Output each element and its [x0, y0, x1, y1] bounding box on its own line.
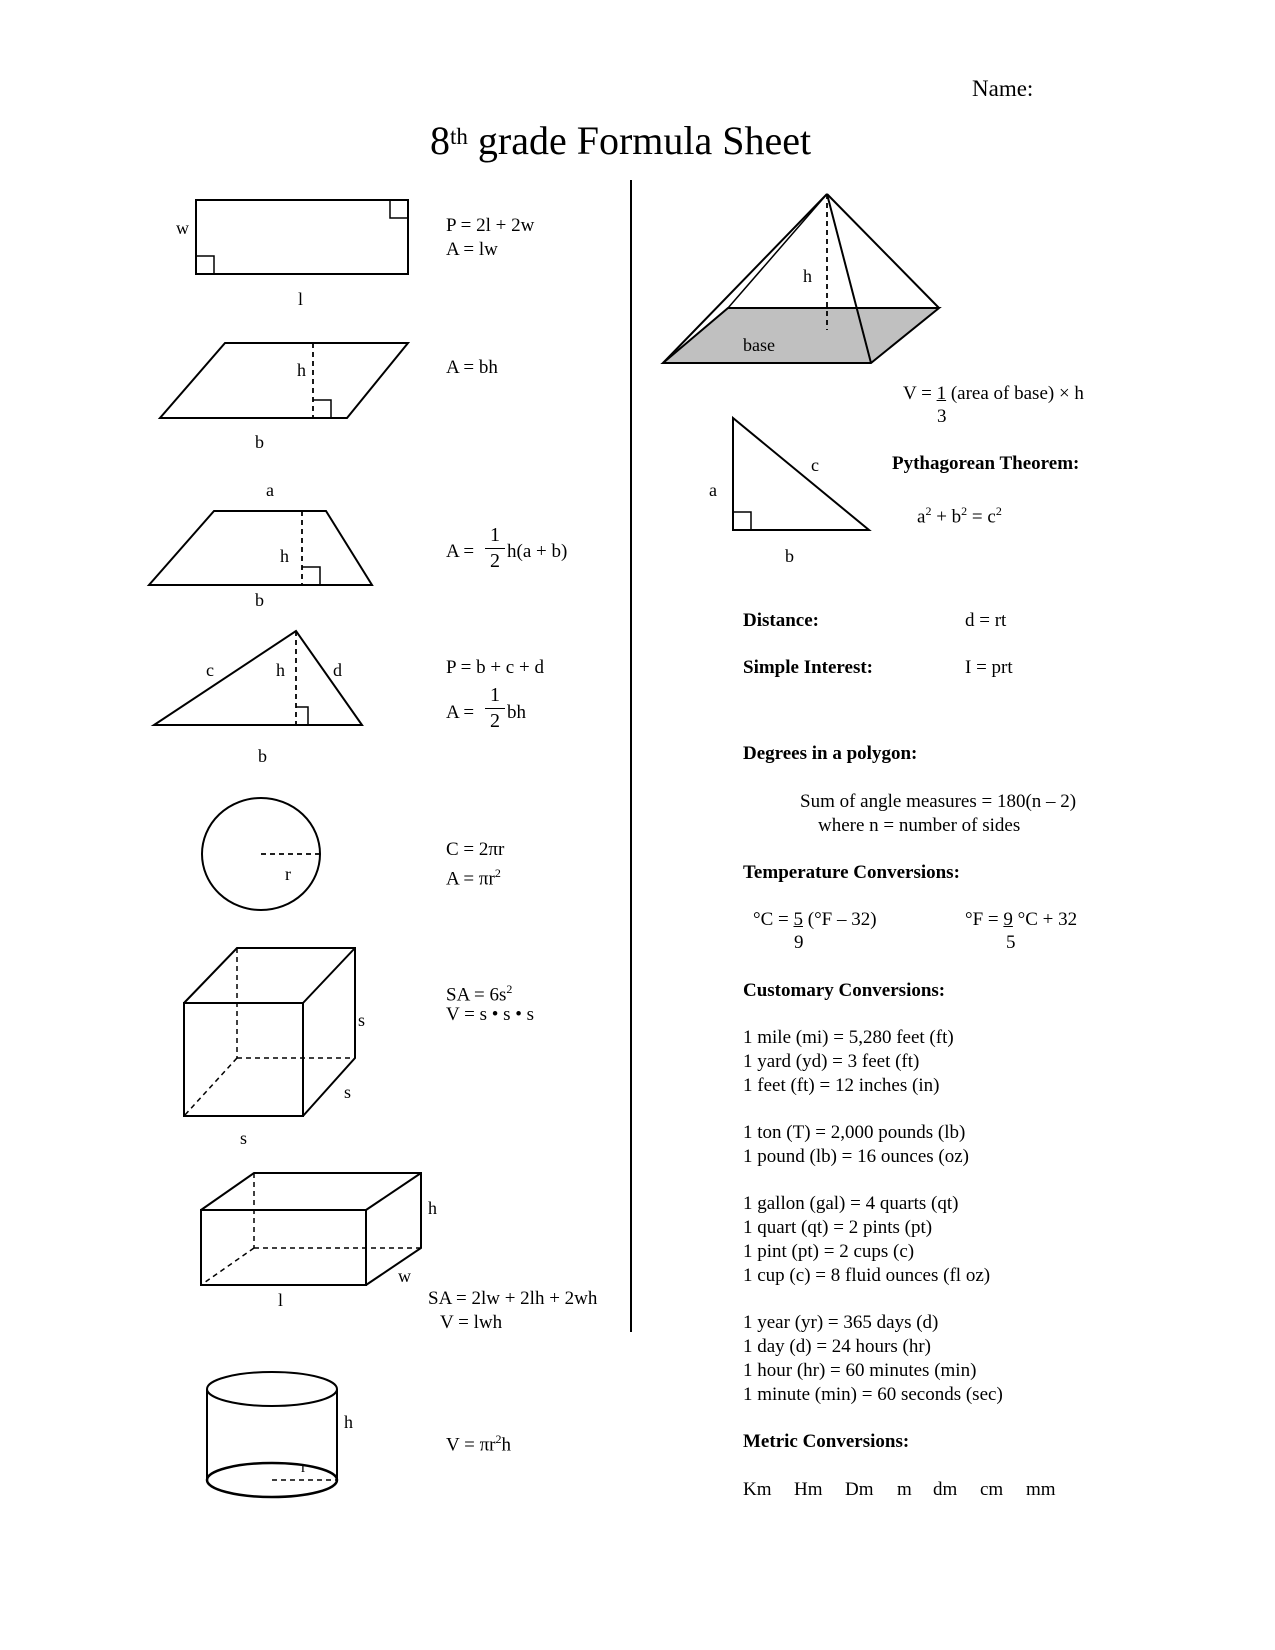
cyl-r-label: r — [301, 1459, 307, 1476]
trapezoid-diagram — [149, 511, 372, 585]
celsius-formula: °C = 5 (°F – 32) — [753, 909, 877, 930]
fahrenheit-formula: °F = 9 °C + 32 — [965, 909, 1078, 930]
pyth-b-label: b — [785, 546, 794, 566]
circle-area-formula: $A = \pi r^2$ — [446, 866, 501, 890]
prism-w-label: w — [398, 1266, 411, 1286]
cylinder-volume-formula: $V = \pi r^2h$ — [446, 1432, 512, 1456]
pyth-a-label: a — [709, 480, 717, 500]
cube-sa-formula: SA = $6s^2$ — [446, 982, 513, 1006]
para-h-label: h — [297, 360, 306, 380]
customary-capacity-2: 1 quart (qt) = 2 pints (pt) — [743, 1217, 933, 1238]
customary-capacity-1: 1 gallon (gal) = 4 quarts (qt) — [743, 1193, 959, 1214]
customary-time-3: 1 hour (hr) = 60 minutes (min) — [743, 1360, 977, 1381]
interest-label: Simple Interest: — [743, 657, 873, 678]
page-title: 8th grade Formula Sheet — [430, 118, 812, 163]
para-area-formula: A = bh — [446, 357, 498, 378]
metric-unit-dm-deca: Dm — [845, 1479, 874, 1500]
distance-label: Distance: — [743, 610, 819, 631]
metric-unit-hm: Hm — [794, 1479, 823, 1500]
prism-diagram — [201, 1173, 421, 1285]
triangle-diagram — [154, 631, 362, 725]
rect-w-label: w — [176, 218, 189, 238]
customary-time-4: 1 minute (min) = 60 seconds (sec) — [743, 1384, 1003, 1405]
tri-area-pre: A = — [446, 702, 475, 723]
prism-h-label: h — [428, 1198, 437, 1218]
parallelogram-diagram — [160, 343, 408, 418]
customary-capacity-3: 1 pint (pt) = 2 cups (c) — [743, 1241, 915, 1262]
rectangle-diagram — [196, 200, 408, 274]
metric-unit-cm: cm — [980, 1479, 1004, 1500]
polygon-label: Degrees in a polygon: — [743, 743, 918, 764]
circle-r-label: r — [285, 864, 291, 884]
customary-label: Customary Conversions: — [743, 980, 946, 1001]
pyramid-h-label: h — [803, 266, 812, 286]
tri-fraction: 1 2 — [485, 684, 505, 733]
polygon-line1: Sum of angle measures = 180(n – 2) — [800, 791, 1077, 812]
tri-perimeter-formula: P = b + c + d — [446, 657, 544, 678]
trap-area-pre: A = — [446, 541, 475, 562]
cube-s2-label: s — [344, 1082, 352, 1102]
rect-l-label: l — [298, 289, 304, 309]
pyramid-volume-denominator: 3 — [937, 406, 947, 427]
metric-unit-mm: mm — [1026, 1479, 1056, 1500]
pyramid-base-label: base — [743, 335, 775, 355]
fahrenheit-denominator: 5 — [1006, 932, 1016, 953]
cube-s1-label: s — [358, 1010, 366, 1030]
customary-length-2: 1 yard (yd) = 3 feet (ft) — [743, 1051, 920, 1072]
customary-length-3: 1 feet (ft) = 12 inches (in) — [743, 1075, 940, 1096]
cube-diagram — [184, 948, 355, 1116]
tri-c-label: c — [206, 660, 214, 680]
tri-d-label: d — [333, 660, 342, 680]
prism-sa-formula: SA = 2lw + 2lh + 2wh — [428, 1288, 598, 1309]
customary-length-1: 1 mile (mi) = 5,280 feet (ft) — [743, 1027, 954, 1048]
prism-l-label: l — [278, 1290, 284, 1310]
rect-perimeter-formula: P = 2l + 2w — [446, 215, 535, 236]
cube-volume-formula: V = s • s • s — [446, 1004, 535, 1025]
tri-b-label: b — [258, 746, 267, 766]
cube-s3-label: s — [240, 1128, 248, 1148]
trap-fraction: 1 2 — [485, 524, 505, 573]
trap-b-label: b — [255, 590, 264, 610]
right-triangle-diagram — [733, 418, 869, 530]
polygon-line2: where n = number of sides — [818, 815, 1021, 836]
cyl-h-label: h — [344, 1412, 353, 1432]
trap-area-post: h(a + b) — [507, 541, 568, 562]
customary-time-1: 1 year (yr) = 365 days (d) — [743, 1312, 939, 1333]
cylinder-diagram — [207, 1372, 337, 1497]
tri-area-post: bh — [507, 702, 526, 723]
tri-h-label: h — [276, 660, 285, 680]
pythagorean-title: Pythagorean Theorem: — [892, 453, 1080, 474]
customary-time-2: 1 day (d) = 24 hours (hr) — [743, 1336, 932, 1357]
temperature-label: Temperature Conversions: — [743, 862, 960, 883]
metric-label: Metric Conversions: — [743, 1431, 910, 1452]
para-b-label: b — [255, 432, 264, 452]
metric-unit-km: Km — [743, 1479, 772, 1500]
pyth-c-label: c — [811, 455, 819, 475]
metric-unit-m: m — [897, 1479, 912, 1500]
circle-circumference-formula: C = 2πr — [446, 839, 505, 860]
pyramid-diagram — [663, 194, 939, 363]
customary-weight-2: 1 pound (lb) = 16 ounces (oz) — [743, 1146, 969, 1167]
celsius-denominator: 9 — [794, 932, 804, 953]
prism-volume-formula: V = lwh — [440, 1312, 503, 1333]
name-label: Name: — [972, 76, 1034, 101]
trap-a-label: a — [266, 480, 274, 500]
pythagorean-formula: $a^2 + b^2 = c^2$ — [917, 504, 1002, 528]
customary-weight-1: 1 ton (T) = 2,000 pounds (lb) — [743, 1122, 966, 1143]
circle-diagram — [202, 798, 320, 910]
rect-area-formula: A = lw — [446, 239, 498, 260]
metric-unit-dm-deci: dm — [933, 1479, 958, 1500]
trap-h-label: h — [280, 546, 289, 566]
distance-formula: d = rt — [965, 610, 1007, 631]
customary-capacity-4: 1 cup (c) = 8 fluid ounces (fl oz) — [743, 1265, 991, 1286]
pyramid-volume-formula: V = 1 (area of base) × h — [903, 383, 1084, 404]
interest-formula: I = prt — [965, 657, 1013, 678]
